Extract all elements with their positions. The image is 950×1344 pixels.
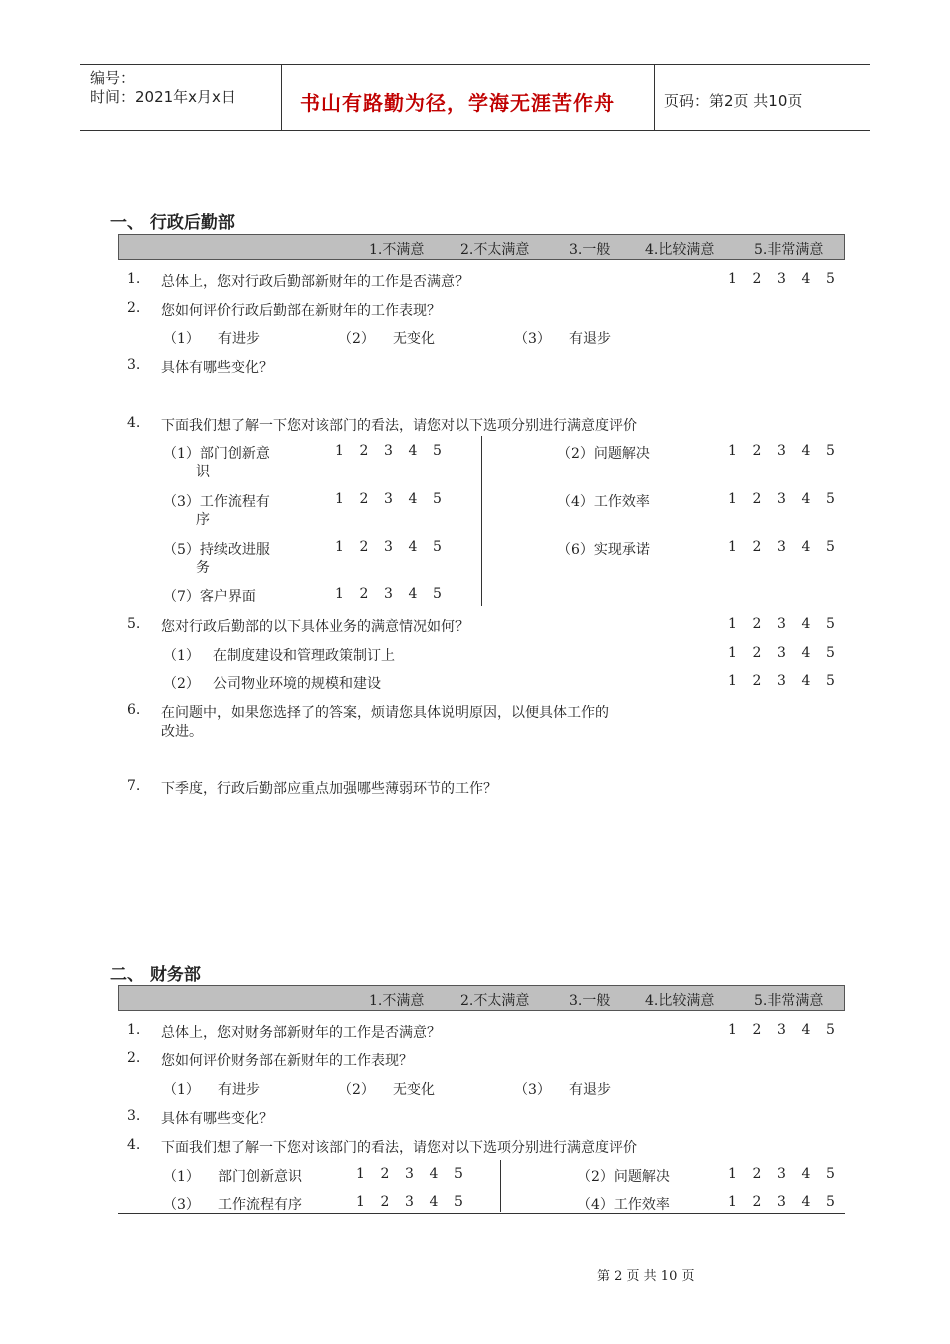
option-nochange[interactable]: 无变化 bbox=[393, 331, 435, 347]
header-divider-2 bbox=[654, 64, 655, 131]
rating-options[interactable]: 1 2 3 4 5 bbox=[728, 1194, 835, 1210]
scale-label-4: 4.比较满意 bbox=[645, 993, 715, 1009]
rating-options[interactable]: 1 2 3 4 5 bbox=[728, 1022, 835, 1038]
item-label-wrap: 务 bbox=[196, 560, 210, 576]
question-text: 下季度，行政后勤部应重点加强哪些薄弱环节的工作？ bbox=[161, 781, 497, 797]
scale-label-4: 4.比较满意 bbox=[645, 242, 715, 258]
question-text: 下面我们想了解一下您对该部门的看法，请您对以下选项分别进行满意度评价 bbox=[161, 418, 637, 434]
page-indicator: 页码：第2页 共10页 bbox=[664, 92, 803, 110]
item-label: 部门创新意识 bbox=[218, 1169, 302, 1185]
question-number: 1. bbox=[127, 1022, 141, 1038]
option-num: （1） bbox=[163, 1169, 200, 1185]
rating-options[interactable]: 1 2 3 4 5 bbox=[728, 539, 835, 555]
option-num: （1） bbox=[163, 648, 200, 664]
scale-label-3: 3.一般 bbox=[569, 242, 611, 258]
option-num: （2） bbox=[163, 676, 200, 692]
option-num: （3） bbox=[514, 331, 551, 347]
option-nochange[interactable]: 无变化 bbox=[393, 1082, 435, 1098]
rating-scale-bar bbox=[118, 234, 845, 260]
question-number: 1. bbox=[127, 271, 141, 287]
section-title-admin: 一、 行政后勤部 bbox=[110, 213, 235, 233]
item-label-wrap: 识 bbox=[196, 464, 210, 480]
section-title-finance: 二、 财务部 bbox=[110, 965, 201, 985]
item-label: 公司物业环境的规模和建设 bbox=[213, 676, 381, 692]
item-label: （2）问题解决 bbox=[557, 446, 650, 462]
header-bottom-border bbox=[80, 130, 870, 131]
scale-label-3: 3.一般 bbox=[569, 993, 611, 1009]
question-text-wrap: 改进。 bbox=[161, 724, 203, 740]
question-text: 您如何评价财务部在新财年的工作表现？ bbox=[161, 1053, 413, 1069]
question-number: 6. bbox=[127, 702, 141, 718]
rating-options[interactable]: 1 2 3 4 5 bbox=[728, 443, 835, 459]
section-bottom-border bbox=[118, 1213, 845, 1214]
option-num: （3） bbox=[514, 1082, 551, 1098]
scale-label-2: 2.不太满意 bbox=[460, 242, 530, 258]
rating-options[interactable]: 1 2 3 4 5 bbox=[728, 645, 835, 661]
question-text: 具体有哪些变化？ bbox=[161, 1111, 273, 1127]
scale-label-5: 5.非常满意 bbox=[754, 993, 824, 1009]
date-label: 时间：2021年x月x日 bbox=[90, 88, 236, 106]
item-label: （4）工作效率 bbox=[577, 1197, 670, 1213]
item-label: （3）工作流程有 bbox=[163, 494, 270, 510]
rating-options[interactable]: 1 2 3 4 5 bbox=[728, 491, 835, 507]
item-label: 工作流程有序 bbox=[218, 1197, 302, 1213]
column-divider bbox=[500, 1160, 501, 1212]
item-label: （4）工作效率 bbox=[557, 494, 650, 510]
question-text: 您如何评价行政后勤部在新财年的工作表现？ bbox=[161, 303, 441, 319]
header-divider-1 bbox=[281, 64, 282, 131]
item-label: （2）问题解决 bbox=[577, 1169, 670, 1185]
question-number: 3. bbox=[127, 357, 141, 373]
column-divider bbox=[481, 436, 482, 606]
item-label: （5）持续改进服 bbox=[163, 542, 270, 558]
rating-options[interactable]: 1 2 3 4 5 bbox=[335, 443, 442, 459]
rating-options[interactable]: 1 2 3 4 5 bbox=[335, 586, 442, 602]
question-text: 总体上，您对行政后勤部新财年的工作是否满意？ bbox=[161, 274, 469, 290]
rating-options[interactable]: 1 2 3 4 5 bbox=[335, 491, 442, 507]
option-progress[interactable]: 有进步 bbox=[218, 331, 260, 347]
scale-label-1: 1.不满意 bbox=[369, 242, 425, 258]
rating-options[interactable]: 1 2 3 4 5 bbox=[728, 673, 835, 689]
item-label-wrap: 序 bbox=[196, 512, 210, 528]
header-top-border bbox=[80, 64, 870, 65]
rating-options[interactable]: 1 2 3 4 5 bbox=[728, 616, 835, 632]
rating-options[interactable]: 1 2 3 4 5 bbox=[356, 1166, 463, 1182]
motto-text: 书山有路勤为径，学海无涯苦作舟 bbox=[300, 91, 615, 115]
item-label: （6）实现承诺 bbox=[557, 542, 650, 558]
question-number: 3. bbox=[127, 1108, 141, 1124]
question-text: 在问题中，如果您选择了的答案，烦请您具体说明原因，以便具体工作的 bbox=[161, 705, 609, 721]
question-number: 5. bbox=[127, 616, 141, 632]
item-label: 在制度建设和管理政策制订上 bbox=[213, 648, 395, 664]
option-regress[interactable]: 有退步 bbox=[569, 1082, 611, 1098]
question-number: 2. bbox=[127, 1050, 141, 1066]
question-number: 2. bbox=[127, 300, 141, 316]
option-regress[interactable]: 有退步 bbox=[569, 331, 611, 347]
question-text: 下面我们想了解一下您对该部门的看法，请您对以下选项分别进行满意度评价 bbox=[161, 1140, 637, 1156]
option-num: （1） bbox=[163, 331, 200, 347]
code-label: 编号： bbox=[90, 69, 136, 87]
question-text: 总体上，您对财务部新财年的工作是否满意？ bbox=[161, 1025, 441, 1041]
option-num: （1） bbox=[163, 1082, 200, 1098]
question-number: 4. bbox=[127, 1137, 141, 1153]
rating-options[interactable]: 1 2 3 4 5 bbox=[728, 1166, 835, 1182]
rating-options[interactable]: 1 2 3 4 5 bbox=[335, 539, 442, 555]
option-num: （2） bbox=[338, 1082, 375, 1098]
scale-label-1: 1.不满意 bbox=[369, 993, 425, 1009]
rating-options[interactable]: 1 2 3 4 5 bbox=[356, 1194, 463, 1210]
option-num: （3） bbox=[163, 1197, 200, 1213]
scale-label-2: 2.不太满意 bbox=[460, 993, 530, 1009]
question-number: 4. bbox=[127, 415, 141, 431]
item-label: （1）部门创新意 bbox=[163, 446, 270, 462]
scale-label-5: 5.非常满意 bbox=[754, 242, 824, 258]
item-label: （7）客户界面 bbox=[163, 589, 256, 605]
option-num: （2） bbox=[338, 331, 375, 347]
question-text: 您对行政后勤部的以下具体业务的满意情况如何？ bbox=[161, 619, 469, 635]
question-number: 7. bbox=[127, 778, 141, 794]
question-text: 具体有哪些变化？ bbox=[161, 360, 273, 376]
option-progress[interactable]: 有进步 bbox=[218, 1082, 260, 1098]
page-footer: 第 2 页 共 10 页 bbox=[597, 1269, 695, 1284]
rating-options[interactable]: 1 2 3 4 5 bbox=[728, 271, 835, 287]
rating-scale-bar bbox=[118, 985, 845, 1011]
